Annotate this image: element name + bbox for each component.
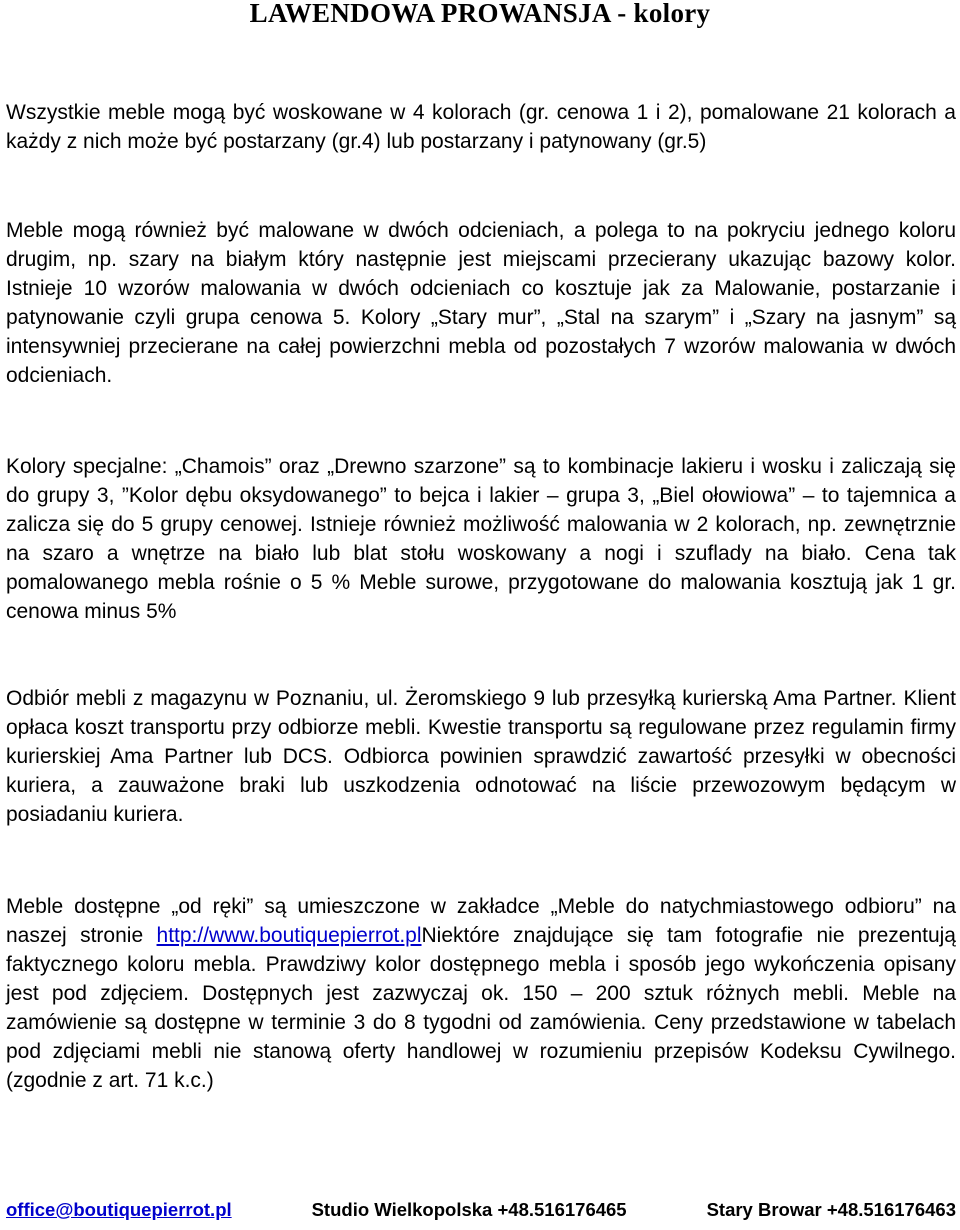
paragraph-text: Kolory specjalne: „Chamois” oraz „Drewno szarzone” są to kombinacje lakieru i wosku i zaliczają się do grupy 3, ”Kolor dębu oksydowanego” to bejca i lakier – grupa 3, „Biel ołowiowa” – to tajemnica a zalicza się do 5 grupy cenowej. Istnieje również możliwość malowania w 2 kolorach, np. zewnętrznie na szaro a wnętrze na biało lub blat stołu woskowany a nogi i szuflady na biało. Cena tak pomalowanego mebla rośnie o 5 % Meble surowe, przygotowane do malowania kosztują jak 1 gr. cenowa minus 5% — [6, 455, 956, 623]
studio-contact: Studio Wielkopolska +48.516176465 — [311, 1199, 627, 1220]
paragraph-pickup-delivery — [6, 684, 956, 829]
page-title: LAWENDOWA PROWANSJA - kolory — [249, 0, 711, 28]
paragraph-wax-colors — [6, 98, 956, 156]
paragraph-text: Niektóre znajdujące się tam fotografie nie prezentują faktycznego koloru mebla. Prawdziwy kolor dostępnego mebla i sposób jego wykończenia opisany jest pod zdjęciem. Dostępnych jest zazwyczaj ok. 150 – 200 sztuk różnych mebli. Meble na zamówienie są dostępne w terminie 3 do 8 tygodni od zamówienia. Ceny przedstawione w tabelach pod zdjęciami mebli nie stanową oferty handlowej w rozumieniu przepisów Kodeksu Cywilnego. (zgodnie z art. 71 k.c.) — [6, 924, 956, 1092]
paragraph-ready-furniture — [6, 892, 956, 1095]
footer — [6, 1199, 956, 1221]
paragraph-text: Meble dostępne „od ręki” są umieszczone w zakładce „Meble do natychmiastowego odbioru” na naszej stronie — [6, 895, 956, 947]
paragraph-text: Wszystkie meble mogą być woskowane w 4 kolorach (gr. cenowa 1 i 2), pomalowane 21 kolorach a każdy z nich może być postarzany (gr.4) lub postarzany i patynowany (gr.5) — [6, 101, 956, 153]
paragraph-text: Odbiór mebli z magazynu w Poznaniu, ul. Żeromskiego 9 lub przesyłką kurierską Ama Partner. Klient opłaca koszt transportu przy odbiorze mebli. Kwestie transportu są regulowane przez regulamin firmy kurierskiej Ama Partner lub DCS. Odbiorca powinien sprawdzić zawartość przesyłki w obecności kuriera, a zauważone braki lub uszkodzenia odnotować na liście przewozowym będącym w posiadaniu kuriera. — [6, 687, 956, 826]
email-link[interactable]: office@boutiquepierrot.pl — [6, 1199, 232, 1220]
paragraph-text: Meble mogą również być malowane w dwóch odcieniach, a polega to na pokryciu jednego koloru drugim, np. szary na białym który następnie jest miejscami przecierany ukazując bazowy kolor. Istnieje 10 wzorów malowania w dwóch odcieniach co kosztuje jak za Malowanie, postarzanie i patynowanie czyli grupa cenowa 5. Kolory „Stary mur”, „Stal na szarym” i „Szary na jasnym” są intensywniej przecierane na całej powierzchni mebla od pozostałych 7 wzorów malowania w dwóch odcieniach. — [6, 219, 956, 387]
stary-browar-contact: Stary Browar +48.516176463 — [706, 1199, 956, 1220]
paragraph-special-colors — [6, 452, 956, 626]
paragraph-two-shades — [6, 216, 956, 390]
website-link[interactable]: http://www.boutiquepierrot.pl — [156, 924, 422, 947]
